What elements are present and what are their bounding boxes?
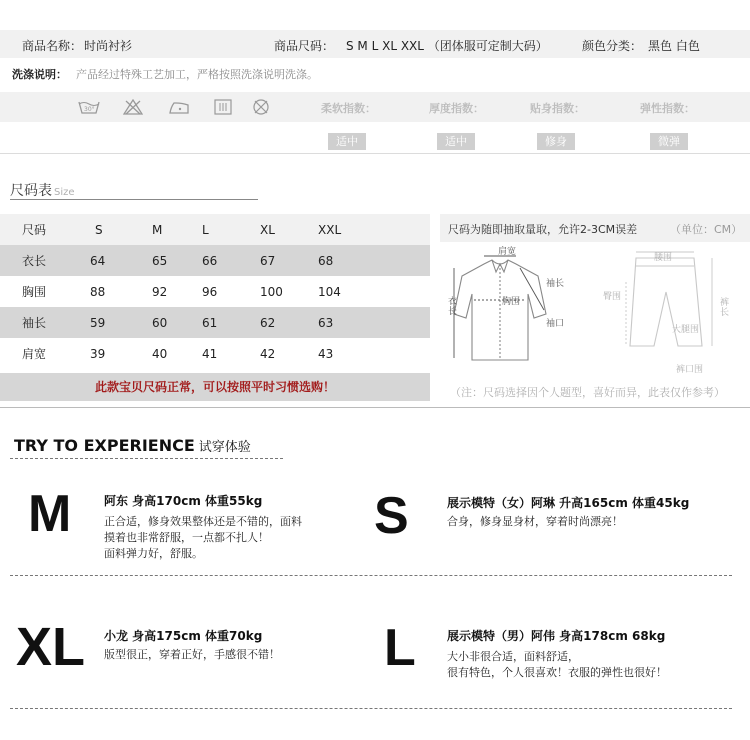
table-cell: 64	[90, 253, 106, 268]
product-info-bar	[0, 30, 750, 58]
iron-icon	[168, 99, 188, 115]
table-header-cell: M	[152, 222, 163, 237]
table-cell: 袖长	[22, 316, 47, 330]
product-size-value: S M L XL XXL （团体服可定制大码）	[346, 39, 548, 53]
tester-comment	[447, 649, 667, 681]
shirt-pants-illustration	[440, 242, 750, 404]
tester-name: 展示模特（男）阿伟 身高178cm 68kg	[447, 629, 666, 643]
size-letter-m: M	[28, 485, 72, 543]
comment-line: 摸着也非常舒服，一点都不扎人！	[104, 531, 269, 544]
table-row	[0, 245, 430, 276]
label-chest: 胸围	[502, 297, 521, 307]
dashed-divider	[10, 575, 732, 576]
label-hem: 裤口围	[676, 365, 704, 375]
tester-name: 小龙 身高175cm 体重70kg	[104, 629, 263, 643]
table-cell: 88	[90, 284, 106, 299]
divider	[0, 407, 750, 408]
product-name-label: 商品名称：	[22, 39, 83, 53]
comment-line: 很有特色，个人很喜欢！衣服的弹性也很好！	[447, 666, 667, 679]
size-table-header	[0, 214, 430, 245]
tester-comment	[104, 647, 280, 663]
thickness-value-tag: 适中	[437, 133, 475, 150]
comment-line: 合身，修身显身材，穿着时尚漂亮！	[447, 515, 623, 528]
softness-value-tag: 适中	[328, 133, 366, 150]
label-hip: 臀围	[603, 292, 622, 302]
divider	[0, 153, 750, 154]
table-cell: 42	[260, 346, 276, 361]
product-name-value: 时尚衬衫	[84, 39, 133, 53]
color-label: 颜色分类：	[582, 39, 643, 53]
fit-index-label: 贴身指数：	[530, 102, 585, 115]
table-cell: 92	[152, 284, 168, 299]
size-chart-subtitle: Size	[54, 187, 75, 198]
size-letter-l: L	[384, 619, 416, 677]
size-letter-s: S	[374, 487, 409, 545]
measure-note-bar	[440, 214, 750, 242]
tester-name: 展示模特（女）阿琳 升高165cm 体重45kg	[447, 496, 690, 510]
wash-30-icon	[78, 99, 98, 115]
table-cell: 43	[318, 346, 334, 361]
table-cell: 40	[152, 346, 168, 361]
label-sleeve: 袖长	[546, 279, 565, 289]
table-cell: 肩宽	[22, 347, 47, 361]
dry-icon	[213, 99, 233, 115]
size-title-underline	[10, 199, 258, 200]
wash-text: 产品经过特殊工艺加工，严格按照洗涤说明洗涤。	[76, 68, 318, 81]
elasticity-index-label: 弹性指数：	[640, 102, 695, 115]
color-value: 黑色 白色	[648, 39, 700, 53]
size-chart-title-text: 尺码表	[10, 183, 52, 199]
table-cell: 68	[318, 253, 334, 268]
fit-value-tag: 修身	[537, 133, 575, 150]
table-cell: 65	[152, 253, 168, 268]
svg-text:30°: 30°	[84, 106, 95, 113]
tester-comment	[447, 514, 623, 530]
product-size-label: 商品尺码：	[274, 39, 335, 53]
label-waist: 腰围	[654, 253, 673, 263]
table-row	[0, 276, 430, 307]
size-table	[0, 214, 430, 369]
label-thigh: 大腿围	[672, 325, 700, 335]
size-notice: 此款宝贝尺码正常，可以按照平时习惯选购！	[0, 373, 430, 401]
table-header-cell: S	[95, 222, 103, 237]
table-cell: 60	[152, 315, 168, 330]
care-bar	[0, 92, 750, 122]
comment-line: 大小非很合适，面料舒适，	[447, 650, 579, 663]
no-bleach-icon	[123, 99, 143, 115]
try-section-title	[14, 436, 251, 455]
table-cell: 61	[202, 315, 218, 330]
table-header-cell: XL	[260, 222, 275, 237]
label-length: 衣长	[448, 297, 458, 317]
thickness-index-label: 厚度指数：	[429, 102, 484, 115]
table-header-cell: 尺码	[22, 223, 47, 237]
tester-comment	[104, 514, 302, 562]
table-cell: 衣长	[22, 254, 47, 268]
table-cell: 100	[260, 284, 283, 299]
wash-instructions	[0, 60, 750, 86]
comment-line: 版型很正，穿着正好，手感很不错！	[104, 648, 280, 661]
table-cell: 62	[260, 315, 276, 330]
comment-line: 面料弹力好，舒服。	[104, 547, 203, 560]
table-header-cell: L	[202, 222, 209, 237]
table-row	[0, 338, 430, 369]
table-cell: 41	[202, 346, 218, 361]
table-cell: 96	[202, 284, 218, 299]
table-cell: 63	[318, 315, 334, 330]
table-cell: 67	[260, 253, 276, 268]
measure-note: 尺码为随即抽取量取，允许2-3CM误差	[448, 223, 638, 236]
table-cell: 66	[202, 253, 218, 268]
dashed-divider	[10, 708, 732, 709]
measure-unit: （单位：CM）	[670, 223, 743, 236]
wash-label: 洗涤说明：	[12, 68, 67, 81]
measure-diagram	[440, 242, 750, 404]
tester-name: 阿东 身高170cm 体重55kg	[104, 494, 263, 508]
table-cell: 59	[90, 315, 106, 330]
try-title-en: TRY TO EXPERIENCE	[14, 436, 195, 455]
label-shoulder: 肩宽	[498, 247, 517, 257]
no-tumble-dry-icon	[251, 99, 271, 115]
size-chart-title	[10, 180, 75, 200]
label-cuff: 袖口	[546, 319, 565, 329]
size-letter-xl: XL	[16, 617, 86, 677]
softness-index-label: 柔软指数：	[321, 102, 376, 115]
table-cell: 39	[90, 346, 106, 361]
comment-line: 正合适，修身效果整体还是不错的，面料	[104, 515, 302, 528]
table-cell: 104	[318, 284, 341, 299]
measure-tip: （注：尺码选择因个人题型，喜好而异，此表仅作参考）	[450, 386, 725, 399]
table-header-cell: XXL	[318, 222, 342, 237]
label-pants-length: 裤长	[720, 298, 730, 318]
elasticity-value-tag: 微弹	[650, 133, 688, 150]
try-title-cn: 试穿体验	[198, 440, 251, 455]
table-row	[0, 307, 430, 338]
table-cell: 胸围	[22, 285, 47, 299]
try-title-underline	[10, 458, 283, 459]
